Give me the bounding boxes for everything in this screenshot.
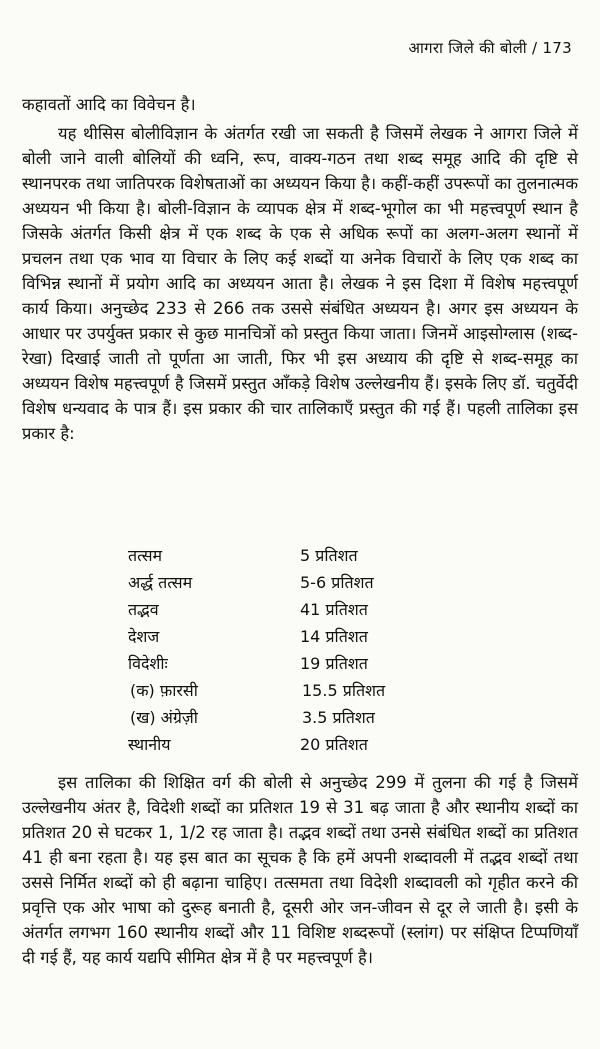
paragraph-1: कहावतों आदि का विवेचन है। [22,95,196,114]
table-row [128,676,438,703]
category-label: विदेशीः [128,653,168,673]
word-origin-table [128,541,438,757]
percent-value: 20 प्रतिशत [300,734,368,754]
percent-value: 5 प्रतिशत [300,545,358,565]
paragraph-2: यह थीसिस बोलीविज्ञान के अंतर्गत रखी जा सकती है जिसमें लेखक ने आगरा जिले में बोली जाने वाली बोलियों की ध्वनि, रूप, वाक्य-गठन तथा शब्द समूह आदि की दृष्टि से स्थानपरक तथा जातिपरक विशेषताओं का अध्ययन किया है। कहीं-कहीं उपरूपों का तुलनात्मक अध्ययन भी किया है। बोली-विज्ञान के व्यापक क्षेत्र में शब्द-भूगोल का भी महत्त्वपूर्ण स्थान है जिसके अंतर्गत किसी क्षेत्र में एक शब्द के एक से अधिक रूपों का अलग-अलग स्थानों में प्रचलन तथा एक भाव या विचार के लिए कई शब्दों या अनेक विचारों के लिए एक शब्द का विभिन्न स्थानों में प्रयोग आदि का अध्ययन आता है। लेखक ने इस दिशा में विशेष महत्त्वपूर्ण कार्य किया। अनुच्छेद 233 से 266 तक उससे संबंधित अध्ययन है। अगर इस अध्ययन के आधार पर उपर्युक्त प्रकार से कुछ मानचित्रों को प्रस्तुत किया जाता। जिनमें आइसोग्लास (शब्द-रेखा) दिखाई जाती तो पूर्णता आ जाती, फिर भी इस अध्याय की दृष्टि से शब्द-समूह का अध्ययन विशेष महत्त्वपूर्ण है जिसमें प्रस्तुत आँकड़े विशेष उल्लेखनीय हैं। इसके लिए डॉ. चतुर्वेदी विशेष धन्यवाद के पात्र हैं। इस प्रकार की चार तालिकाएँ प्रस्तुत की गई हैं। पहली तालिका इस प्रकार है: [22,124,578,443]
category-label: तत्सम [128,545,163,565]
table-row [128,730,438,757]
percent-value: 41 प्रतिशत [300,599,368,619]
category-label: (ख) अंग्रेज़ी [130,707,198,727]
percent-value: 3.5 प्रतिशत [302,707,375,727]
table-row [128,595,438,622]
percent-value: 14 प्रतिशत [300,626,368,646]
table-row [128,541,438,568]
category-label: स्थानीय [128,734,171,754]
percent-value: 5-6 प्रतिशत [300,572,374,592]
percent-value: 15.5 प्रतिशत [302,680,386,700]
running-header: आगरा जिले की बोली / 173 [408,39,572,57]
percent-value: 19 प्रतिशत [300,653,368,673]
paragraph-3: इस तालिका की शिक्षित वर्ग की बोली से अनुच्छेद 299 में तुलना की गई है जिसमें उल्लेखनीय अंतर है, विदेशी शब्दों का प्रतिशत 19 से 31 बढ़ जाता है और स्थानीय शब्दों का प्रतिशत 20 से घटकर 1, 1/2 रह जाता है। तद्भव शब्दों तथा उनसे संबंधित शब्दों का प्रतिशत 41 ही बना रहता है। यह इस बात का सूचक है कि हमें अपनी शब्दावली में तद्भव शब्दों तथा उससे निर्मित शब्दों को ही बढ़ाना चाहिए। तत्समता तथा विदेशी शब्दावली को गृहीत करने की प्रवृत्ति एक ओर भाषा को दुरूह बनाती है, दूसरी ओर जन-जीवन से दूर ले जाती है। इसी के अंतर्गत लगभग 160 स्थानीय शब्दों और 11 विशिष्ट शब्दरूपों (स्लांग) पर संक्षिप्त टिप्पणियाँ दी गई हैं, यह कार्य यद्यपि सीमित क्षेत्र में है पर महत्त्वपूर्ण है। [22,773,578,967]
table-row [128,649,438,676]
category-label: अर्द्ध तत्सम [128,572,193,592]
table-row [128,622,438,649]
table-row [128,568,438,595]
category-label: तद्भव [128,599,159,619]
category-label: (क) फ़ारसी [130,680,198,700]
table-row [128,703,438,730]
category-label: देशज [128,626,160,646]
